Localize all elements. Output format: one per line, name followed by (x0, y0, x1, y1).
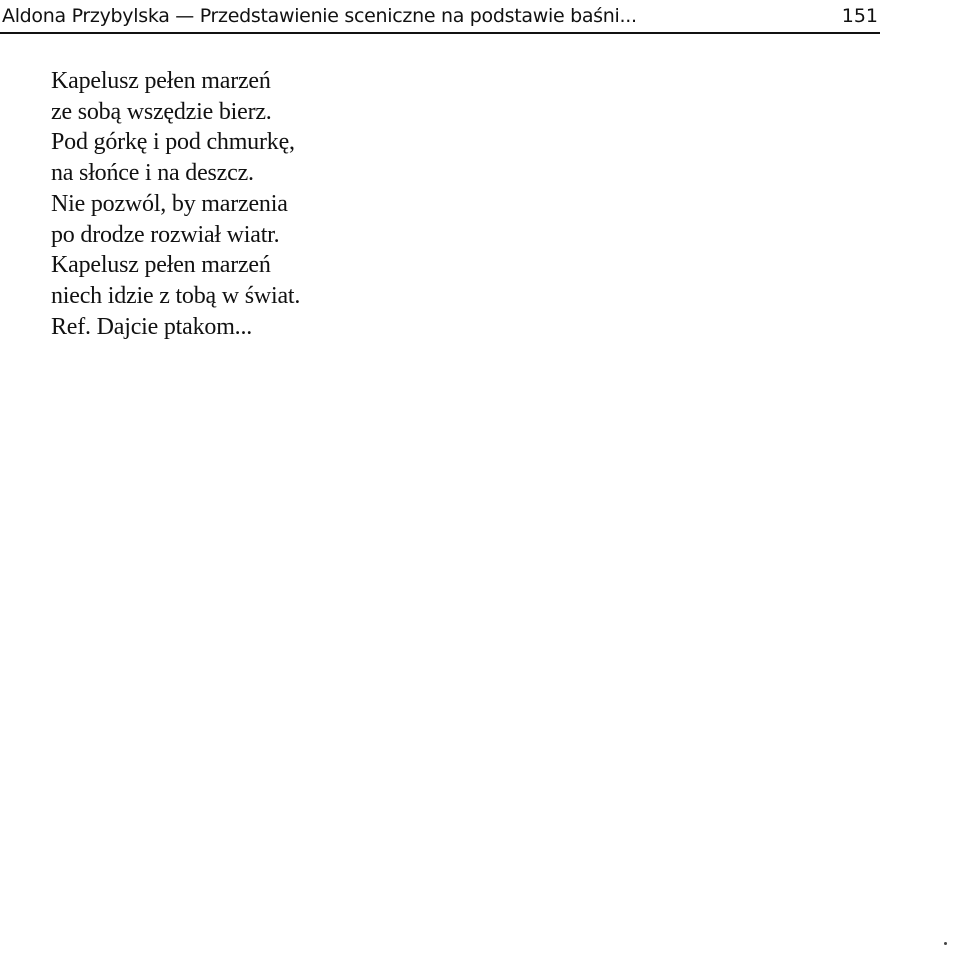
scan-speck (944, 942, 947, 945)
header-rule (0, 32, 880, 34)
poem-line: na słońce i na deszcz. (51, 160, 254, 187)
poem-line-refrain: Ref. Dajcie ptakom... (51, 313, 253, 340)
poem-line: po drodze rozwiał wiatr. (51, 221, 280, 248)
poem-stanza (51, 66, 300, 342)
running-header (0, 2, 880, 34)
poem-line: ze sobą wszędzie bierz. (51, 98, 272, 125)
running-title: Aldona Przybylska — Przedstawienie sceniczne na podstawie baśni... (2, 5, 637, 27)
poem-line: Kapelusz pełen marzeń (51, 252, 271, 279)
poem-line: Pod górkę i pod chmurkę, (51, 129, 295, 156)
poem-line: Nie pozwól, by marzenia (51, 190, 288, 217)
poem-line: Kapelusz pełen marzeń (51, 68, 271, 94)
page-number: 151 (841, 5, 878, 27)
poem-line: niech idzie z tobą w świat. (51, 282, 301, 309)
